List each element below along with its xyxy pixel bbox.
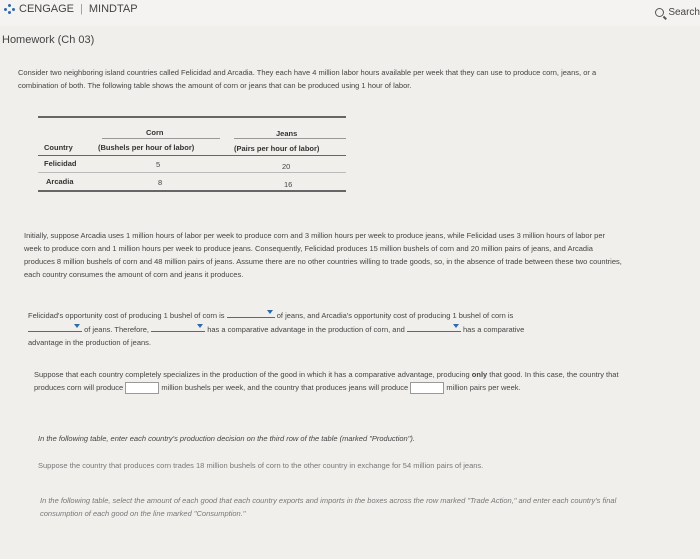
corn-header: Corn — [146, 128, 164, 137]
row-jeans: 16 — [284, 180, 293, 189]
opp-text-2: of jeans, and Arcadia's opportunity cost of producing 1 bushel of corn is — [276, 311, 514, 320]
top-bar — [0, 0, 700, 26]
row-country: Arcadia — [46, 177, 74, 186]
product-name: MINDTAP — [88, 3, 138, 15]
spec-text-3: million bushels per week, and the country that produces jeans will produce — [161, 383, 409, 392]
chevron-down-icon — [74, 324, 80, 328]
spec-text-2: that good. In this case, the country that produces corn will produce — [34, 370, 619, 392]
scenario-text: Initially, suppose Arcadia uses 1 million hours of labor per week to produce corn and 3 million hours per week to produce jeans, while Felicidad uses 3 million hours of labor per week to produce corn and 1 million hours per week to produce jeans. Consequently, Felicidad produces 15 million bushels of corn and 20 million pairs of jeans, and Arcadia produces 8 million bushels of corn and 48 million pairs of jeans. Assume there are no other countries willing to trade goods, so, in the absence of trade between these two countries, each country consumes the amount of corn and jeans it produces. — [24, 231, 622, 279]
table-top-rule — [38, 116, 346, 118]
spec-text-4: million pairs per week. — [446, 383, 521, 392]
brand[interactable] — [4, 3, 138, 15]
trade-text: Suppose the country that produces corn trades 18 million bushels of corn to the other country in exchange for 54 million pairs of jeans. — [38, 461, 484, 470]
table-row-rule — [38, 172, 346, 173]
row-jeans: 20 — [282, 162, 291, 171]
row-corn: 8 — [158, 178, 163, 187]
search-icon — [655, 8, 664, 17]
opp-text-3: of jeans. Therefore, — [84, 325, 149, 334]
brand-name: CENGAGE — [19, 3, 75, 15]
opp-text-1: Felicidad's opportunity cost of producing 1 bushel of corn is — [28, 311, 225, 320]
search-button[interactable] — [655, 7, 700, 18]
specialization-question — [34, 368, 622, 394]
table-header-rule — [38, 155, 346, 156]
jeans-subheader: (Pairs per hour of labor) — [234, 144, 320, 153]
jeans-advantage-country-dropdown[interactable] — [407, 322, 461, 332]
brand-divider: | — [80, 3, 83, 15]
opp-text-6: advantage in the production of jeans. — [28, 338, 152, 347]
search-label: Search — [668, 7, 700, 18]
page-title: Homework (Ch 03) — [2, 34, 95, 46]
corn-subheader: (Bushels per hour of labor) — [98, 143, 195, 152]
intro-text: Consider two neighboring island countries called Felicidad and Arcadia. They each have 4 million labor hours available per week that they can use to produce corn, jeans, or a combination of both. The following table shows the amount of corn or jeans that can be produced using 1 hour of labor. — [18, 68, 597, 90]
jeans-output-input[interactable] — [410, 382, 444, 394]
arcadia-opp-cost-dropdown[interactable] — [28, 322, 82, 332]
chevron-down-icon — [453, 324, 459, 328]
opp-text-4: has a comparative advantage in the production of corn, and — [207, 325, 405, 334]
jeans-header-rule — [234, 138, 346, 139]
felicidad-opp-cost-dropdown[interactable] — [227, 308, 275, 318]
jeans-header: Jeans — [276, 129, 298, 138]
row-country: Felicidad — [44, 159, 77, 168]
trade-instruction: In the following table, select the amount of each good that each country exports and imports in the boxes across the row marked "Trade Action," and enter each country's final consumption of each good on the line marked "Consumption." — [40, 496, 617, 518]
corn-header-rule — [102, 138, 220, 139]
chevron-down-icon — [197, 324, 203, 328]
corn-advantage-country-dropdown[interactable] — [151, 322, 205, 332]
opportunity-cost-question — [28, 308, 620, 349]
chevron-down-icon — [267, 310, 273, 314]
production-instruction: In the following table, enter each country's production decision on the third row of the table (marked "Production"). — [38, 434, 415, 443]
table-bottom-rule — [38, 190, 346, 192]
corn-output-input[interactable] — [125, 382, 159, 394]
spec-text-1: Suppose that each country completely specializes in the production of the good in which it has a comparative advantage, producing — [34, 370, 470, 379]
country-header: Country — [44, 143, 73, 152]
cengage-logo-icon — [4, 4, 15, 15]
opp-text-5: has a comparative — [463, 325, 525, 334]
row-corn: 5 — [156, 160, 161, 169]
spec-only: only — [471, 370, 488, 379]
